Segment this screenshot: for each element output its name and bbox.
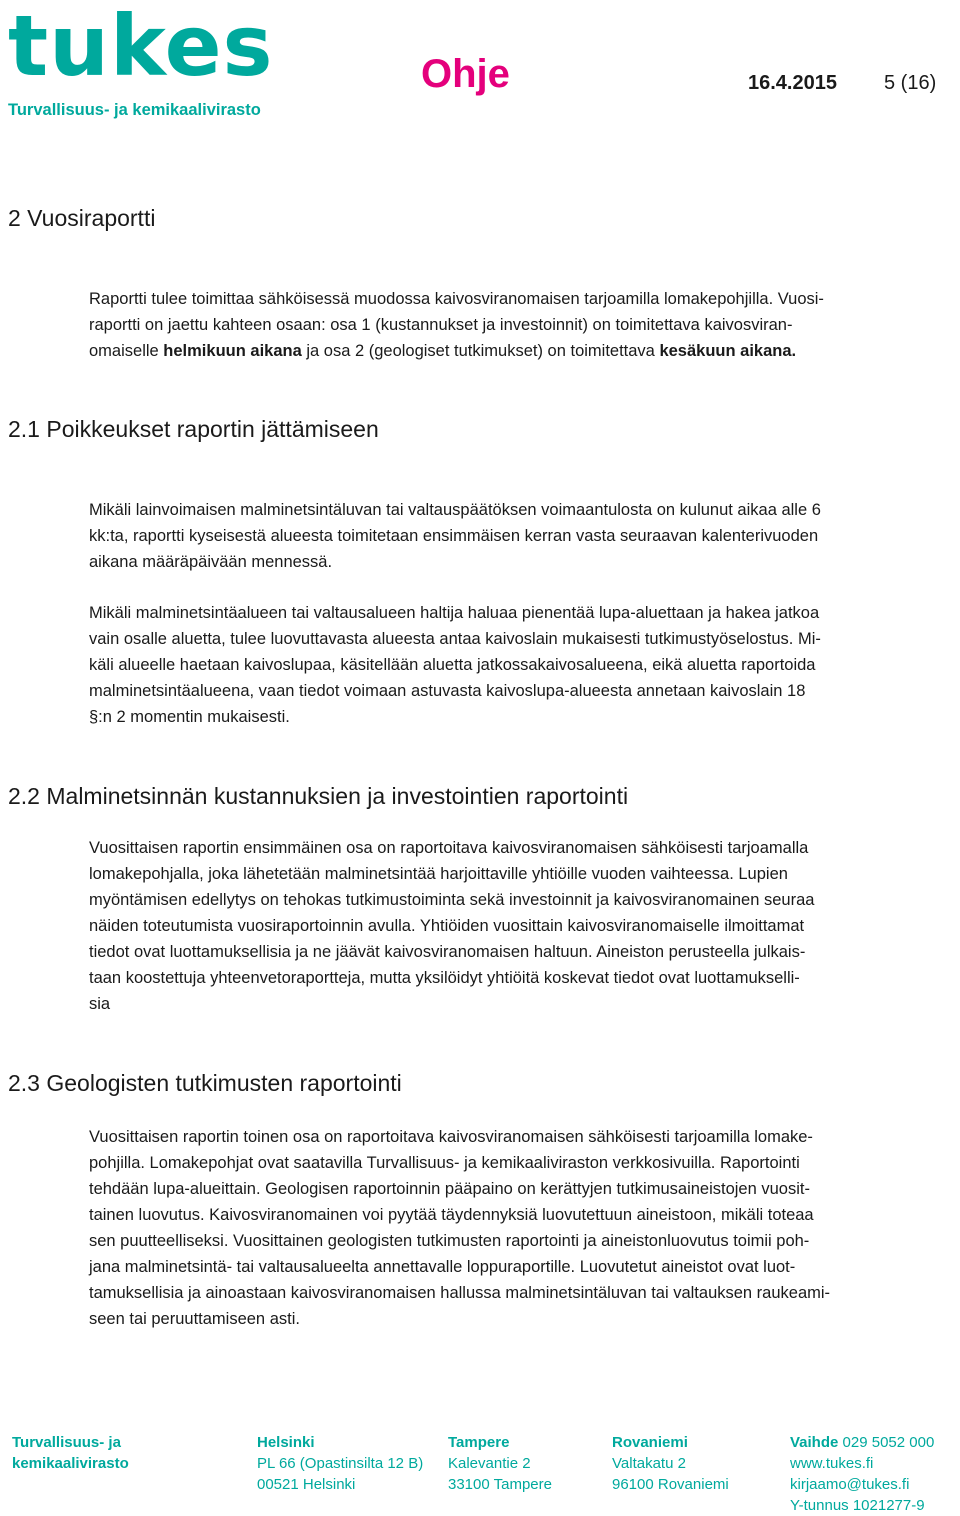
footer-address-line: 33100 Tampere (448, 1476, 552, 1493)
section-2-3-paragraph (89, 1124, 959, 1332)
footer-rovaniemi-title: Rovaniemi (612, 1434, 688, 1451)
footer-address-line: Valtakatu 2 (612, 1455, 686, 1472)
footer-vaihde-label: Vaihde (790, 1434, 839, 1451)
footer-address-line: Kalevantie 2 (448, 1455, 531, 1472)
text-line: Raportti tulee toimittaa sähköisessä muodossa kaivosviranomaisen tarjoamilla lomakepohjilla. Vuosi- (89, 290, 824, 308)
footer-business-id: Y-tunnus 1021277-9 (790, 1497, 925, 1514)
section-heading-2-1: 2.1 Poikkeukset raportin jättämiseen (8, 416, 379, 442)
emphasis-deadline-2: kesäkuun aikana (659, 342, 792, 360)
page-number: 5 (16) (884, 72, 937, 94)
footer-agency-line: Turvallisuus- ja (12, 1434, 121, 1451)
document-date: 16.4.2015 (748, 72, 837, 94)
section-2-2-paragraph (89, 835, 959, 1017)
text-line: käli alueelle haetaan kaivoslupaa, käsitellään aluetta jatkossakaivosalueena, eikä aluetta raportoida (89, 656, 816, 674)
footer-address-line: 00521 Helsinki (257, 1476, 356, 1493)
text-line: jana malminetsintä- tai valtausalueelta annettavalle loppuraportille. Luovutetut aineistot ovat luot- (89, 1258, 796, 1276)
text-line: tamuksellisia ja ainoastaan kaivosviranomaisen hallussa malminetsintäluvan tai valtauksen raukeami- (89, 1284, 831, 1302)
text-line: lomakepohjalla, joka lähetetään malminetsintää harjoittaville yhtiöille vuoden vaihteessa. Lupien (89, 865, 788, 883)
text-line: tehdään lupa-alueittain. Geologisen raportoinnin pääpaino on kerättyjen tutkimusaineistojen vuosit- (89, 1180, 810, 1198)
footer-helsinki (257, 1432, 423, 1495)
footer-address-line: PL 66 (Opastinsilta 12 B) (257, 1455, 424, 1472)
text-line: Mikäli malminetsintäalueen tai valtausalueen haltija haluaa pienentää lupa-aluettaan ja hakea jatkoa (89, 604, 820, 622)
text-line: §:n 2 momentin mukaisesti. (89, 708, 290, 726)
text-line: aikana määräpäivään mennessä. (89, 553, 333, 571)
text-run: omaiselle (89, 342, 164, 360)
text-line (89, 338, 959, 364)
footer-vaihde-number: 029 5052 000 (838, 1434, 935, 1451)
section-2-1-paragraph-1 (89, 497, 959, 575)
section-heading-2: 2 Vuosiraportti (8, 205, 156, 231)
section-heading-2-2: 2.2 Malminetsinnän kustannuksien ja investointien raportointi (8, 783, 629, 809)
text-line: Vuosittaisen raportin toinen osa on raportoitava kaivosviranomaisen sähköisesti tarjoamilla lomake- (89, 1128, 813, 1146)
text-line: pohjilla. Lomakepohjat ovat saatavilla Turvallisuus- ja kemikaaliviraston verkkosivuilla. Raportointi (89, 1154, 800, 1172)
footer-rovaniemi (612, 1432, 729, 1495)
footer-tampere (448, 1432, 552, 1495)
text-line: vain osalle aluetta, tulee luovuttavasta alueesta antaa kaivoslain mukaisesti tutkimustyöselostus. Mi- (89, 630, 821, 648)
text-line: malminetsintäalueena, vaan tiedot voimaan astuvasta kaivoslupa-alueesta annetaan kaivoslain 18 (89, 682, 806, 700)
footer-tampere-title: Tampere (448, 1434, 510, 1451)
text-line: taan koostettuja yhteenvetoraportteja, mutta yksilöidyt yhtiöitä koskevat tiedot ovat luottamukselli- (89, 969, 800, 987)
text-run: ja osa 2 (geologiset tutkimukset) on toimitettava (301, 342, 660, 360)
text-line: Vuosittaisen raportin ensimmäinen osa on raportoitava kaivosviranomaisen sähköisesti tarjoamalla (89, 839, 809, 857)
text-line: Mikäli lainvoimaisen malminetsintäluvan tai valtauspäätöksen voimaantulosta on kulunut aikaa alle 6 (89, 501, 821, 519)
text-line: sen puutteelliseksi. Vuosittainen geologisten tutkimusten raportointi ja aineistonluovutus toimii poh- (89, 1232, 810, 1250)
footer-contact (790, 1432, 934, 1516)
footer-address-line: 96100 Rovaniemi (612, 1476, 729, 1493)
tukes-logo (8, 0, 274, 122)
footer-agency (12, 1432, 129, 1474)
footer-agency-line: kemikaalivirasto (12, 1455, 129, 1472)
section-heading-2-3: 2.3 Geologisten tutkimusten raportointi (8, 1070, 402, 1096)
emphasis-deadline-1: helmikuun aikana (163, 342, 302, 360)
footer-website-link[interactable]: www.tukes.fi (790, 1455, 874, 1472)
text-line: kk:ta, raportti kyseisestä alueesta toimitetaan ensimmäisen kerran vasta seuraavan kalenterivuoden (89, 527, 819, 545)
text-line: näiden toteutumista vuosiraportoinnin avulla. Yhtiöiden vuosittain kaivosviranomaiselle ilmoittamat (89, 917, 805, 935)
footer-email-link[interactable]: kirjaamo@tukes.fi (790, 1476, 910, 1493)
footer-helsinki-title: Helsinki (257, 1434, 315, 1451)
text-line: myöntämisen edellytys on tehokas tutkimustoiminta sekä investoinnit ja kaivosviranomainen seuraa (89, 891, 815, 909)
section-2-paragraph (89, 286, 959, 364)
text-line: tiedot ovat luottamuksellisia ja ne jäävät kaivosviranomaisen haltuun. Aineiston perusteella julkais- (89, 943, 806, 961)
logo-wordmark: tukes (8, 0, 274, 95)
text-line: raportti on jaettu kahteen osaan: osa 1 (kustannukset ja investoinnit) on toimitettava kaivosviran- (89, 316, 793, 334)
logo-subtitle: Turvallisuus- ja kemikaalivirasto (8, 101, 261, 119)
document-type: Ohje (421, 52, 510, 96)
text-line: seen tai peruuttamiseen asti. (89, 1310, 300, 1328)
footer-phone (790, 1432, 934, 1453)
text-run: . (791, 342, 797, 360)
text-line: sia (89, 995, 111, 1013)
section-2-1-paragraph-2 (89, 600, 959, 730)
text-line: tainen luovutus. Kaivosviranomainen voi pyytää täydennyksiä luovutettuun aineistoon, mikäli toteaa (89, 1206, 814, 1224)
